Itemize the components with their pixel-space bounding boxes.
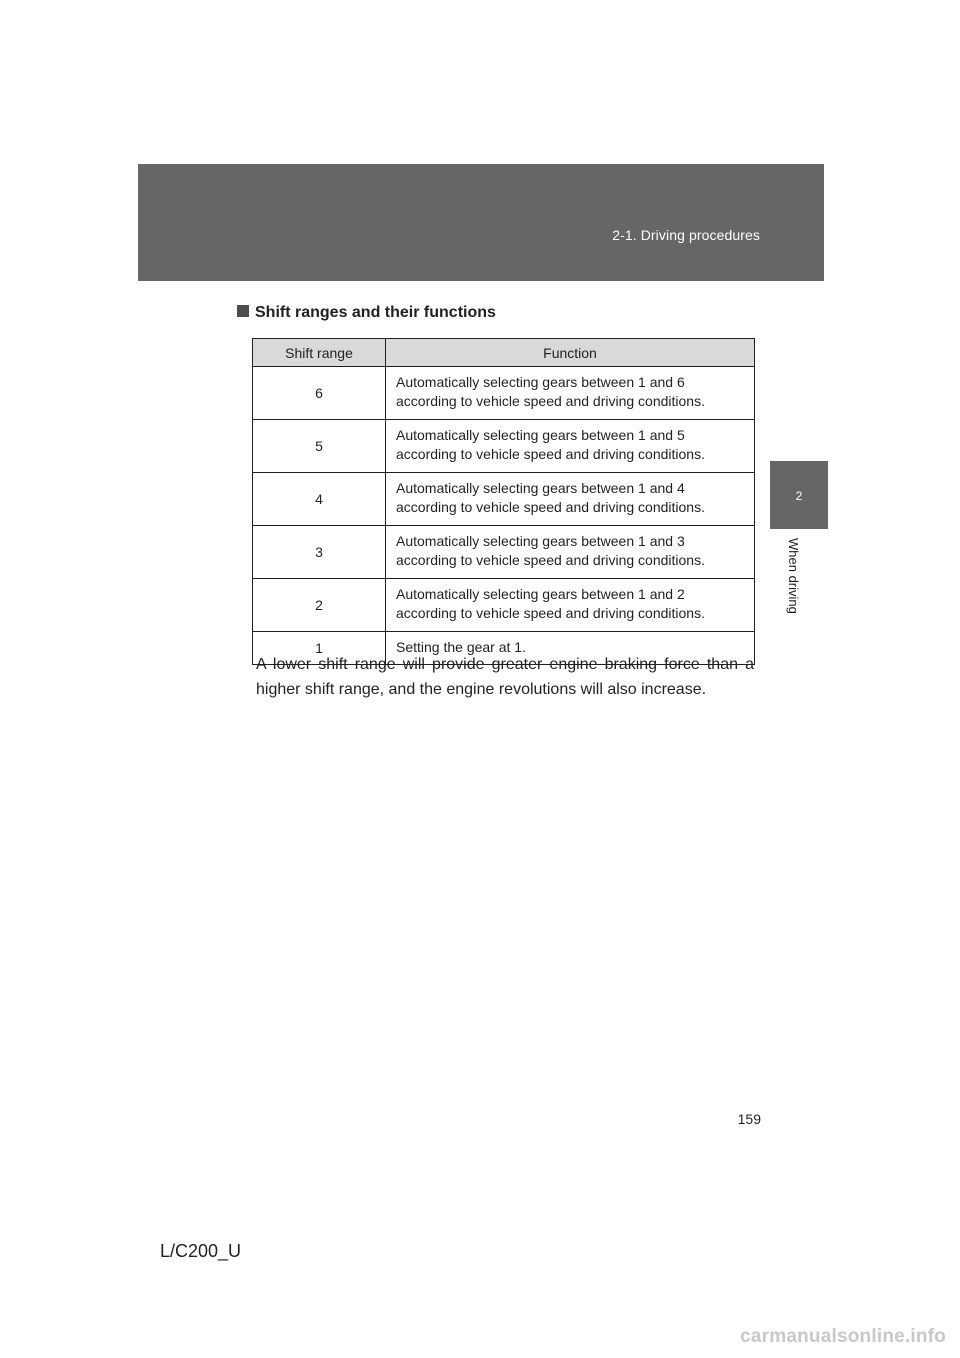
watermark: carmanualsonline.info: [740, 1326, 946, 1347]
function-cell: Setting the gear at 1.: [386, 632, 755, 665]
section-heading: [237, 304, 496, 322]
page-number: 159: [737, 1111, 761, 1127]
table-header-row: [253, 339, 755, 367]
shift-range-cell: 5: [253, 420, 386, 473]
shift-range-cell: 2: [253, 579, 386, 632]
table-row: [253, 420, 755, 473]
square-bullet-icon: [237, 305, 249, 317]
table-row: [253, 367, 755, 420]
function-cell: Automatically selecting gears between 1 and 4 according to vehicle speed and driving conditions.: [386, 473, 755, 526]
document-code: L/C200_U: [160, 1241, 242, 1261]
shift-range-cell: 4: [253, 473, 386, 526]
chapter-tab-title: When driving: [786, 538, 801, 614]
table-row: [253, 579, 755, 632]
chapter-tab[interactable]: [770, 461, 828, 529]
shift-range-cell: 6: [253, 367, 386, 420]
function-cell: Automatically selecting gears between 1 and 6 according to vehicle speed and driving conditions.: [386, 367, 755, 420]
table-row: [253, 473, 755, 526]
chapter-tab-number: 2: [795, 489, 803, 503]
shift-range-cell: 1: [253, 632, 386, 665]
section-heading-text: Shift ranges and their functions: [255, 304, 496, 321]
shift-range-table: [252, 338, 755, 665]
function-cell: Automatically selecting gears between 1 and 2 according to vehicle speed and driving conditions.: [386, 579, 755, 632]
column-header-shift-range: Shift range: [253, 339, 386, 367]
function-cell: Automatically selecting gears between 1 and 5 according to vehicle speed and driving conditions.: [386, 420, 755, 473]
column-header-function: Function: [386, 339, 755, 367]
function-cell: Automatically selecting gears between 1 and 3 according to vehicle speed and driving conditions.: [386, 526, 755, 579]
table-row: [253, 526, 755, 579]
explanatory-note: A lower shift range will provide greater engine braking force than a higher shift range, and the engine revolutions will also increase.: [256, 656, 754, 698]
header-band: [138, 164, 824, 281]
header-section-title: 2-1. Driving procedures: [612, 227, 760, 243]
shift-range-cell: 3: [253, 526, 386, 579]
